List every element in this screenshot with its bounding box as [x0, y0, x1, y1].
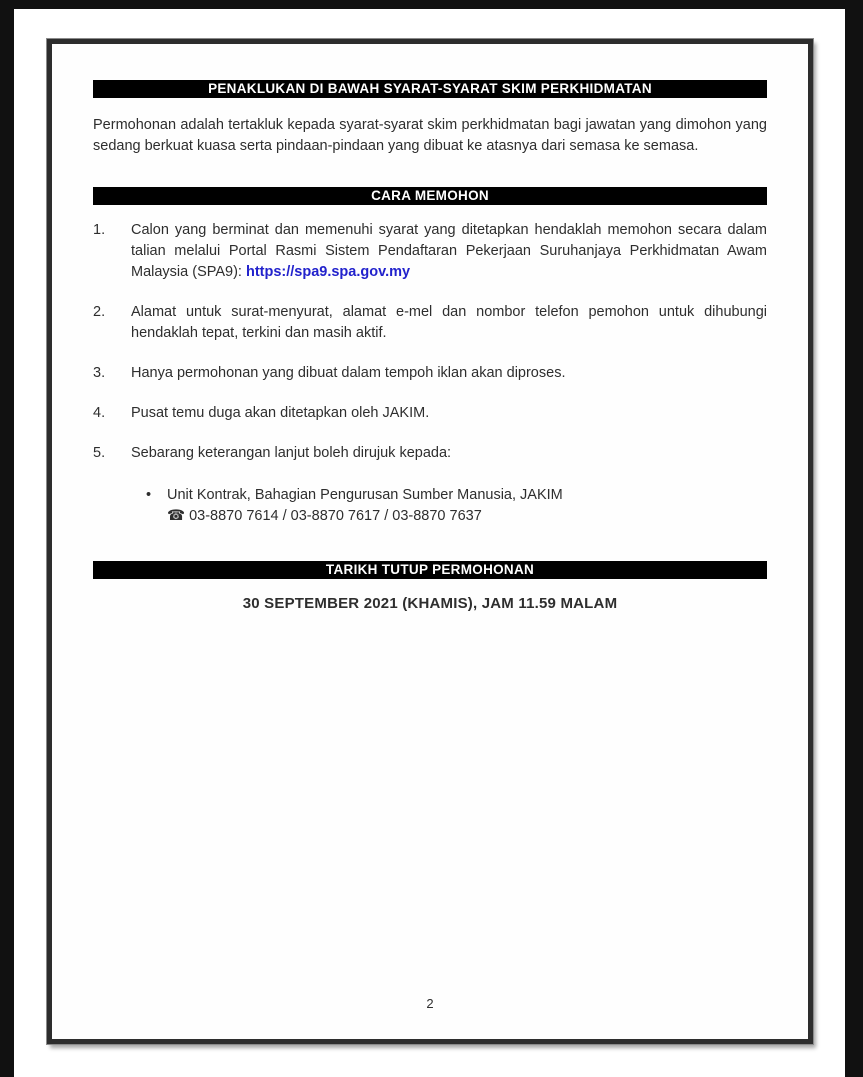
bullet-icon: •	[146, 487, 152, 503]
photo-border-top	[0, 0, 863, 9]
list-number: 4.	[93, 405, 106, 421]
contact-info	[146, 485, 767, 527]
list-number: 3.	[93, 365, 106, 381]
spa9-portal-link[interactable]: https://spa9.spa.gov.my	[245, 264, 411, 280]
phone-numbers: 03-8870 7614 / 03-8870 7617 / 03-8870 7637	[185, 508, 482, 524]
list-item-5	[93, 443, 767, 464]
list-item-text: Alamat untuk surat-menyurat, alamat e-mel dan nombor telefon pemohon untuk dihubungi hendaklah tepat, terkini dan masih aktif.	[131, 304, 767, 341]
how-to-apply-list	[93, 220, 767, 464]
closing-date-text: 30 SEPTEMBER 2021 (KHAMIS), JAM 11.59 MALAM	[242, 595, 618, 612]
photo-border-left	[0, 0, 14, 1077]
list-item-text	[131, 220, 767, 283]
phone-icon: ☎	[167, 508, 186, 524]
contact-phone-line	[167, 506, 563, 527]
subjection-paragraph: Permohonan adalah tertakluk kepada syarat-syarat skim perkhidmatan bagi jawatan yang dimohon yang sedang berkuat kuasa serta pindaan-pindaan yang dibuat ke atasnya dari semasa ke semasa.	[93, 117, 767, 154]
list-number: 5.	[93, 445, 106, 461]
list-item-4	[93, 403, 767, 424]
list-item-text: Sebarang keterangan lanjut boleh dirujuk kepada:	[131, 445, 452, 461]
list-item-3	[93, 363, 767, 384]
document-content	[52, 44, 808, 1039]
list-item-text: Hanya permohonan yang dibuat dalam tempoh iklan akan diproses.	[131, 365, 566, 381]
photo-border-right	[845, 0, 863, 1077]
contact-lines	[167, 485, 563, 527]
list-item-1-body: Calon yang berminat dan memenuhi syarat yang ditetapkan hendaklah memohon secara dalam talian melalui Portal Rasmi Sistem Pendaftaran Pekerjaan Suruhanjaya Perkhidmatan Awam Malaysia (SPA9):	[131, 222, 767, 280]
list-item-2	[93, 302, 767, 344]
document-page-frame	[47, 39, 813, 1044]
section-header-cara-memohon: CARA MEMOHON	[93, 187, 767, 205]
list-item-text: Pusat temu duga akan ditetapkan oleh JAKIM.	[131, 405, 430, 421]
contact-unit-line: Unit Kontrak, Bahagian Pengurusan Sumber Manusia, JAKIM	[167, 487, 563, 503]
page-number: 2	[426, 996, 434, 1011]
list-number: 1.	[93, 222, 106, 238]
section-header-penaklukan: PENAKLUKAN DI BAWAH SYARAT-SYARAT SKIM PERKHIDMATAN	[93, 80, 767, 98]
section-header-tarikh-tutup: TARIKH TUTUP PERMOHONAN	[93, 561, 767, 579]
list-number: 2.	[93, 304, 106, 320]
list-item-1	[93, 220, 767, 283]
